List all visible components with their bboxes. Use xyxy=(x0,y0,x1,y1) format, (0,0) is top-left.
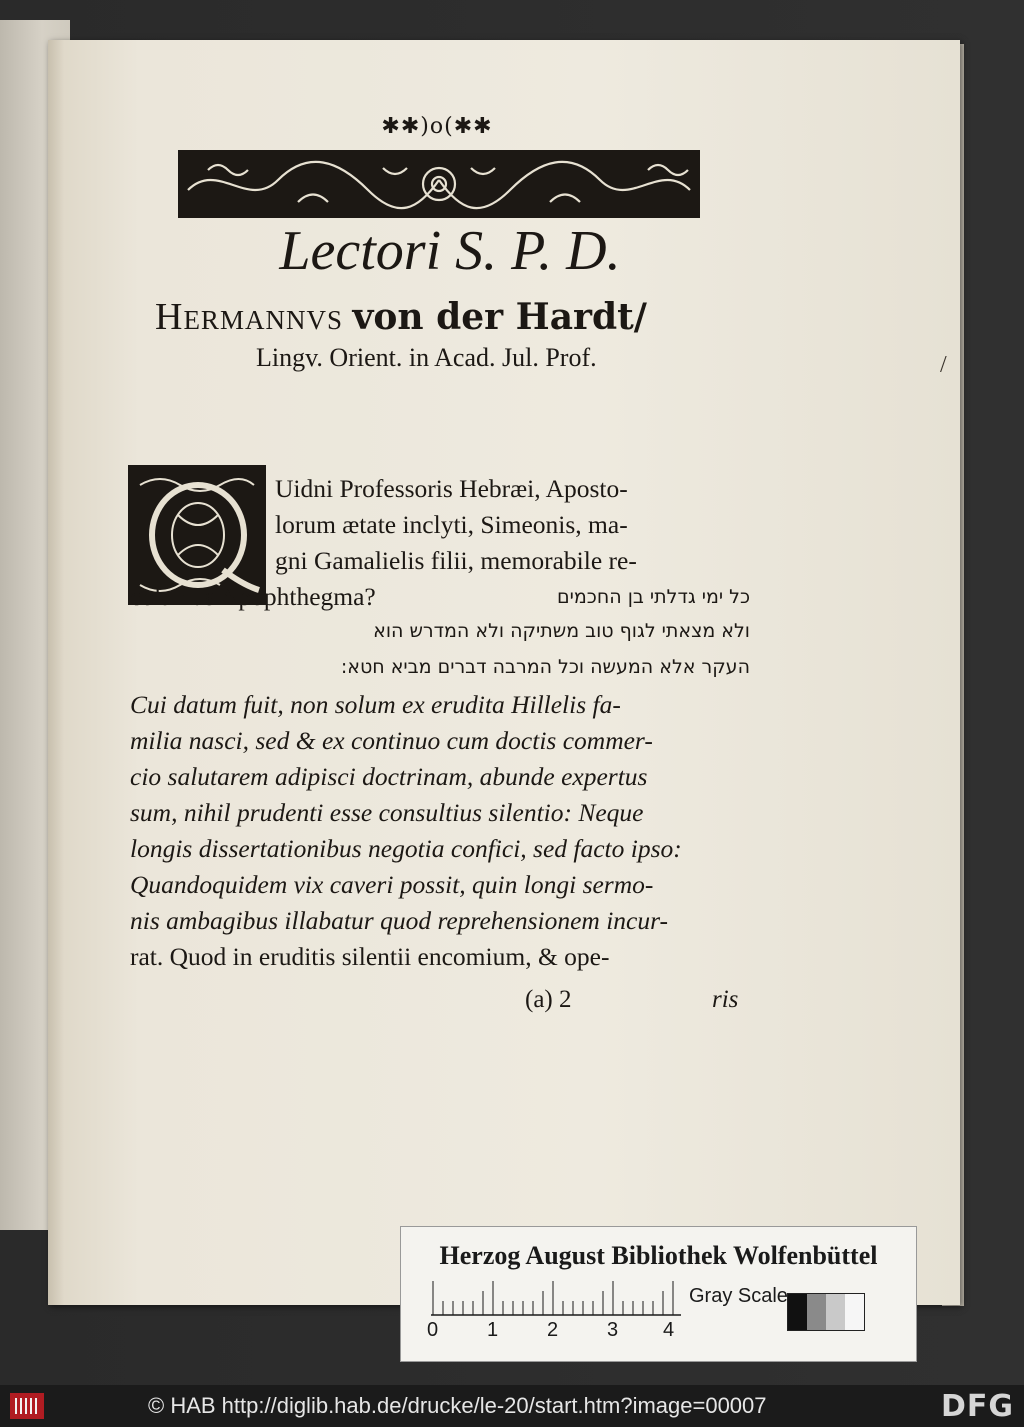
margin-mark: / xyxy=(940,352,947,378)
ruler-label: 3 xyxy=(607,1319,619,1341)
gray-scale-label: Gray Scale xyxy=(689,1285,788,1307)
author-particle: von der Hardt/ xyxy=(352,296,647,338)
ruler-label: 0 xyxy=(427,1319,439,1341)
signature-mark: (a) 2 xyxy=(525,986,572,1013)
text-line: gni Gamalielis filii, memorabile re- xyxy=(275,546,637,575)
text-line: sum, nihil prudenti esse consultius silentio: Neque xyxy=(130,798,644,827)
gray-swatch xyxy=(845,1294,864,1330)
hebrew-line: כל ימי גדלתי בן החכמים xyxy=(557,586,750,608)
page-gutter xyxy=(48,40,64,1305)
ruler xyxy=(431,1281,681,1317)
ruler-label: 2 xyxy=(547,1319,559,1341)
author-line xyxy=(155,292,715,342)
text-line: nis ambagibus illabatur quod reprehensionem incur- xyxy=(130,906,669,935)
text-line: cio salutarem adipisci doctrinam, abunde expertus xyxy=(130,762,648,791)
text-line: Uidni Professoris Hebræi, Aposto- xyxy=(275,474,628,503)
gray-swatch xyxy=(788,1294,807,1330)
text-line: Cui datum fuit, non solum ex erudita Hillelis fa- xyxy=(130,690,621,719)
author-affiliation: Lingv. Orient. in Acad. Jul. Prof. xyxy=(256,343,597,372)
gray-scale-swatches xyxy=(787,1293,865,1331)
gray-swatch xyxy=(807,1294,826,1330)
color-calibration-card xyxy=(400,1226,917,1362)
dfg-logo: DFG xyxy=(940,1389,1014,1424)
text-line: milia nasci, sed & ex continuo cum doctis commer- xyxy=(130,726,653,755)
text-line: rat. Quod in eruditis silentii encomium, & ope- xyxy=(130,942,610,971)
hebrew-line: העקר אלא המעשה וכל המרבה דברים מביא חטא: xyxy=(340,656,750,678)
ruler-label: 1 xyxy=(487,1319,499,1341)
ruler-label: 4 xyxy=(663,1319,675,1341)
library-name: Herzog August Bibliothek Wolfenbüttel xyxy=(439,1241,878,1270)
footer-bar xyxy=(0,1385,1024,1427)
hebrew-line: ולא מצאתי לגוף טוב משתיקה ולא המדרש הוא xyxy=(373,620,750,642)
head-ornament: ✱✱)o(✱✱ xyxy=(381,114,493,139)
copyright-url[interactable]: © HAB http://diglib.hab.de/drucke/le-20/start.htm?image=00007 xyxy=(148,1393,767,1418)
page-title: Lectori S. P. D. xyxy=(279,220,621,282)
decorative-frieze xyxy=(178,150,700,218)
catchword: ris xyxy=(712,986,739,1013)
hab-logo-icon xyxy=(10,1393,44,1419)
text-line: colamus Apophthegma? xyxy=(130,582,376,611)
text-line: lorum ætate inclyti, Simeonis, ma- xyxy=(275,510,628,539)
gray-swatch xyxy=(826,1294,845,1330)
text-line: Quandoquidem vix caveri possit, quin longi sermo- xyxy=(130,870,654,899)
author-name: Hermannvs xyxy=(155,296,343,338)
text-line: longis dissertationibus negotia confici, sed facto ipso: xyxy=(130,834,682,863)
